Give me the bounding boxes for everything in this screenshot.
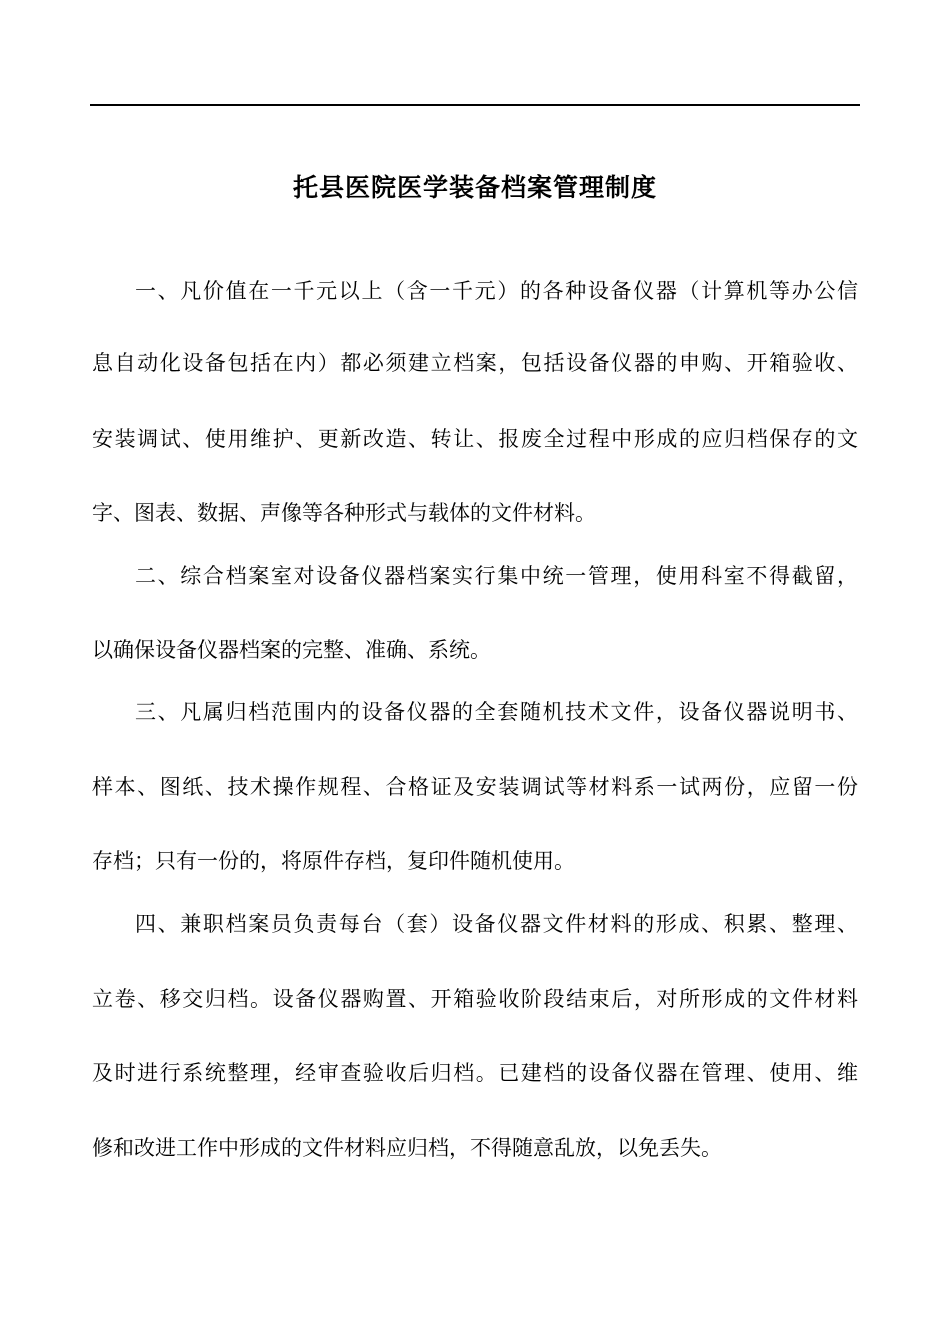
paragraph-line: 一、凡价值在一千元以上（含一千元）的各种设备仪器（计算机等办公信 [135,279,858,303]
paragraph-line: 三、凡属归档范围内的设备仪器的全套随机技术文件，设备仪器说明书、 [135,700,858,724]
paragraph-line: 存档；只有一份的，将原件存档，复印件随机使用。 [92,849,575,873]
paragraph-line: 样本、图纸、技术操作规程、合格证及安装调试等材料系一试两份，应留一份 [92,775,858,799]
paragraph-line: 立卷、移交归档。设备仪器购置、开箱验收阶段结束后，对所形成的文件材料 [92,987,858,1011]
paragraph-line: 修和改进工作中形成的文件材料应归档，不得随意乱放，以免丢失。 [92,1136,722,1160]
paragraph-line: 及时进行系统整理，经审查验收后归档。已建档的设备仪器在管理、使用、维 [92,1061,858,1085]
paragraph-line: 字、图表、数据、声像等各种形式与载体的文件材料。 [92,501,596,525]
paragraph-line: 四、兼职档案员负责每台（套）设备仪器文件材料的形成、积累、整理、 [135,912,858,936]
paragraph-line: 二、综合档案室对设备仪器档案实行集中统一管理，使用科室不得截留， [135,564,858,588]
document-title: 托县医院医学装备档案管理制度 [292,173,657,202]
header-rule [90,104,860,106]
paragraph-line: 安装调试、使用维护、更新改造、转让、报废全过程中形成的应归档保存的文 [92,427,858,451]
paragraph-line: 以确保设备仪器档案的完整、准确、系统。 [92,638,491,662]
paragraph-line: 息自动化设备包括在内）都必须建立档案，包括设备仪器的申购、开箱验收、 [92,351,858,375]
